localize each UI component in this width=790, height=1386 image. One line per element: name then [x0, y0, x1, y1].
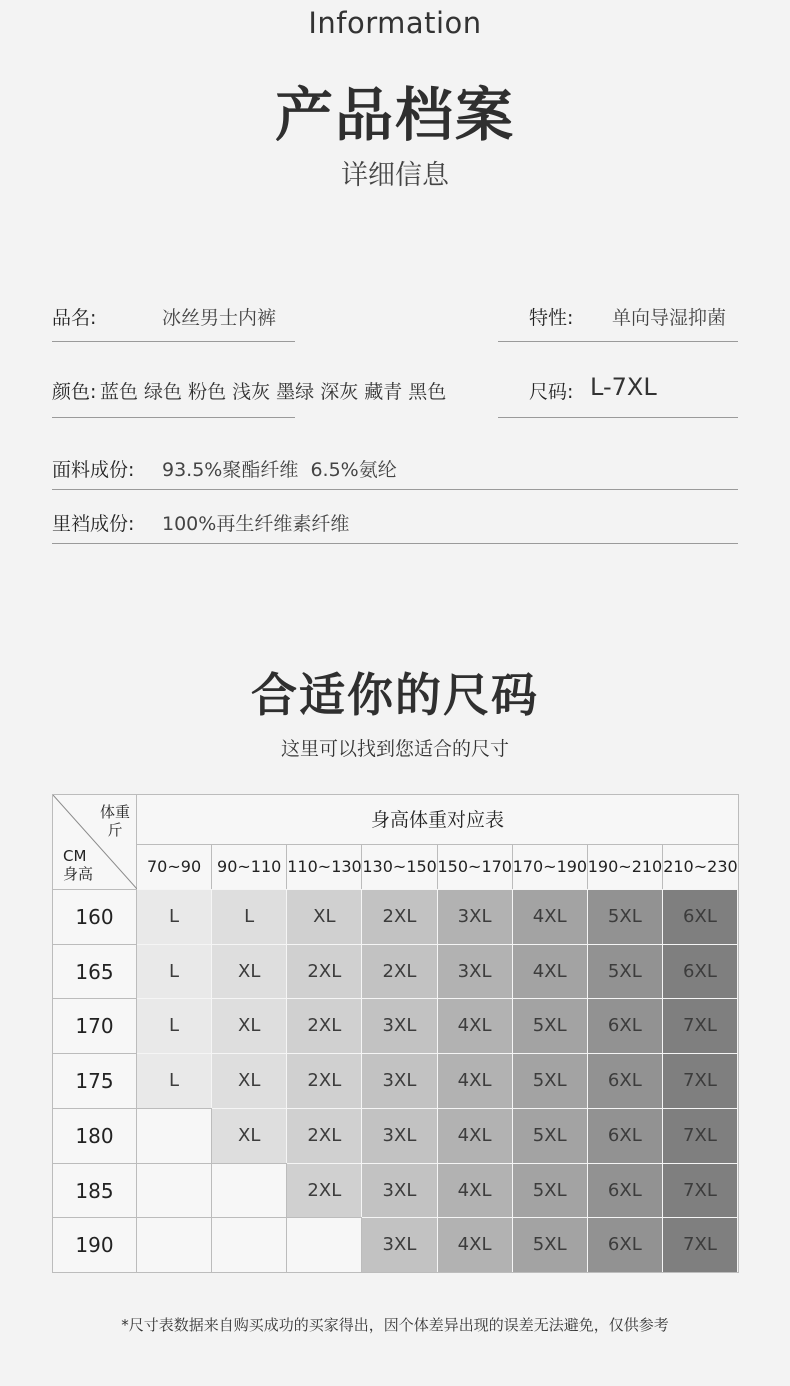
size-cell: 4XL	[438, 1108, 513, 1163]
size-cell: 4XL	[438, 1217, 513, 1272]
size-cell: 2XL	[287, 998, 362, 1053]
size-cell: 5XL	[588, 889, 663, 944]
footnote: *尺寸表数据来自购买成功的买家得出，因个体差异出现的误差无法避免，仅供参考	[121, 1316, 669, 1334]
lining-value: 100%再生纤维素纤维	[162, 513, 350, 535]
size-cell: 6XL	[588, 1108, 663, 1163]
size-cell: 4XL	[513, 944, 588, 999]
divider	[52, 341, 295, 342]
size-cell: L	[137, 998, 212, 1053]
size-value: L-7XL	[590, 373, 657, 401]
size-cell: 3XL	[362, 1053, 437, 1108]
height-row-header: 185	[53, 1163, 137, 1218]
table-title: 身高体重对应表	[137, 795, 738, 845]
size-cell	[137, 1217, 212, 1272]
feature-label: 特性:	[529, 307, 574, 329]
weight-column-header: 70~90	[137, 845, 212, 889]
size-cell: 2XL	[287, 1108, 362, 1163]
size-cell: L	[137, 1053, 212, 1108]
size-cell: 2XL	[362, 889, 437, 944]
size-cell: 5XL	[513, 1108, 588, 1163]
size-cell: 4XL	[438, 998, 513, 1053]
size-cell: 3XL	[362, 1108, 437, 1163]
fabric-label: 面料成份:	[52, 459, 135, 481]
size-cell: 3XL	[362, 1163, 437, 1218]
size-section-title: 合适你的尺码	[251, 668, 539, 722]
weight-column-header: 150~170	[438, 845, 513, 889]
weight-column-header: 110~130	[287, 845, 362, 889]
size-cell	[212, 1163, 287, 1218]
size-cell: XL	[212, 1108, 287, 1163]
page-title: 产品档案	[274, 81, 515, 149]
size-chart-table	[52, 794, 739, 1273]
size-cell: 6XL	[663, 889, 738, 944]
size-cell: 5XL	[588, 944, 663, 999]
name-value: 冰丝男士内裤	[162, 307, 277, 329]
size-cell: 7XL	[663, 1108, 738, 1163]
divider	[52, 489, 738, 490]
size-cell: 3XL	[438, 944, 513, 999]
size-cell: 7XL	[663, 1163, 738, 1218]
lining-label: 里裆成份:	[52, 513, 135, 535]
fabric-value: 93.5%聚酯纤维 6.5%氨纶	[162, 459, 397, 481]
size-cell: 6XL	[588, 1217, 663, 1272]
name-label: 品名:	[52, 307, 97, 329]
size-cell: 5XL	[513, 1053, 588, 1108]
table-corner	[53, 795, 137, 889]
size-cell: 6XL	[588, 1053, 663, 1108]
color-value: 蓝色 绿色 粉色 浅灰 墨绿 深灰 藏青 黑色	[100, 381, 447, 403]
size-label: 尺码:	[529, 381, 574, 403]
size-cell	[212, 1217, 287, 1272]
height-row-header: 165	[53, 944, 137, 999]
size-cell	[287, 1217, 362, 1272]
size-cell: 7XL	[663, 998, 738, 1053]
divider	[52, 417, 295, 418]
size-cell: L	[137, 889, 212, 944]
height-axis-label: CM 身高	[63, 847, 94, 883]
size-cell: XL	[212, 944, 287, 999]
size-cell: 7XL	[663, 1053, 738, 1108]
divider	[498, 341, 738, 342]
height-row-header: 190	[53, 1217, 137, 1272]
size-cell: 6XL	[663, 944, 738, 999]
weight-column-header: 190~210	[588, 845, 663, 889]
size-cell: 2XL	[362, 944, 437, 999]
size-cell: 4XL	[438, 1053, 513, 1108]
size-cell: 2XL	[287, 1053, 362, 1108]
size-cell: 5XL	[513, 1163, 588, 1218]
size-cell: L	[137, 944, 212, 999]
size-cell: 6XL	[588, 1163, 663, 1218]
size-cell: 6XL	[588, 998, 663, 1053]
weight-column-header: 130~150	[362, 845, 437, 889]
size-cell: 5XL	[513, 998, 588, 1053]
height-row-header: 160	[53, 889, 137, 944]
size-cell: 2XL	[287, 944, 362, 999]
height-row-header: 175	[53, 1053, 137, 1108]
size-cell: 7XL	[663, 1217, 738, 1272]
english-title: Information	[308, 6, 482, 40]
size-cell: XL	[212, 998, 287, 1053]
size-cell: 2XL	[287, 1163, 362, 1218]
size-cell: XL	[287, 889, 362, 944]
size-cell	[137, 1163, 212, 1218]
size-cell: 4XL	[438, 1163, 513, 1218]
weight-column-header: 170~190	[513, 845, 588, 889]
page-subtitle: 详细信息	[341, 160, 449, 191]
size-cell: 4XL	[513, 889, 588, 944]
feature-value: 单向导湿抑菌	[612, 307, 727, 329]
color-label: 颜色:	[52, 381, 97, 403]
divider	[498, 417, 738, 418]
size-cell: 3XL	[362, 1217, 437, 1272]
divider	[52, 543, 738, 544]
size-cell: L	[212, 889, 287, 944]
height-row-header: 170	[53, 998, 137, 1053]
size-cell: 5XL	[513, 1217, 588, 1272]
size-cell	[137, 1108, 212, 1163]
size-section-subtitle: 这里可以找到您适合的尺寸	[280, 738, 509, 760]
size-cell: XL	[212, 1053, 287, 1108]
size-cell: 3XL	[438, 889, 513, 944]
height-row-header: 180	[53, 1108, 137, 1163]
size-cell: 3XL	[362, 998, 437, 1053]
weight-column-header: 90~110	[212, 845, 287, 889]
weight-column-header: 210~230	[663, 857, 738, 876]
weight-axis-label: 体重 斤	[99, 803, 130, 839]
